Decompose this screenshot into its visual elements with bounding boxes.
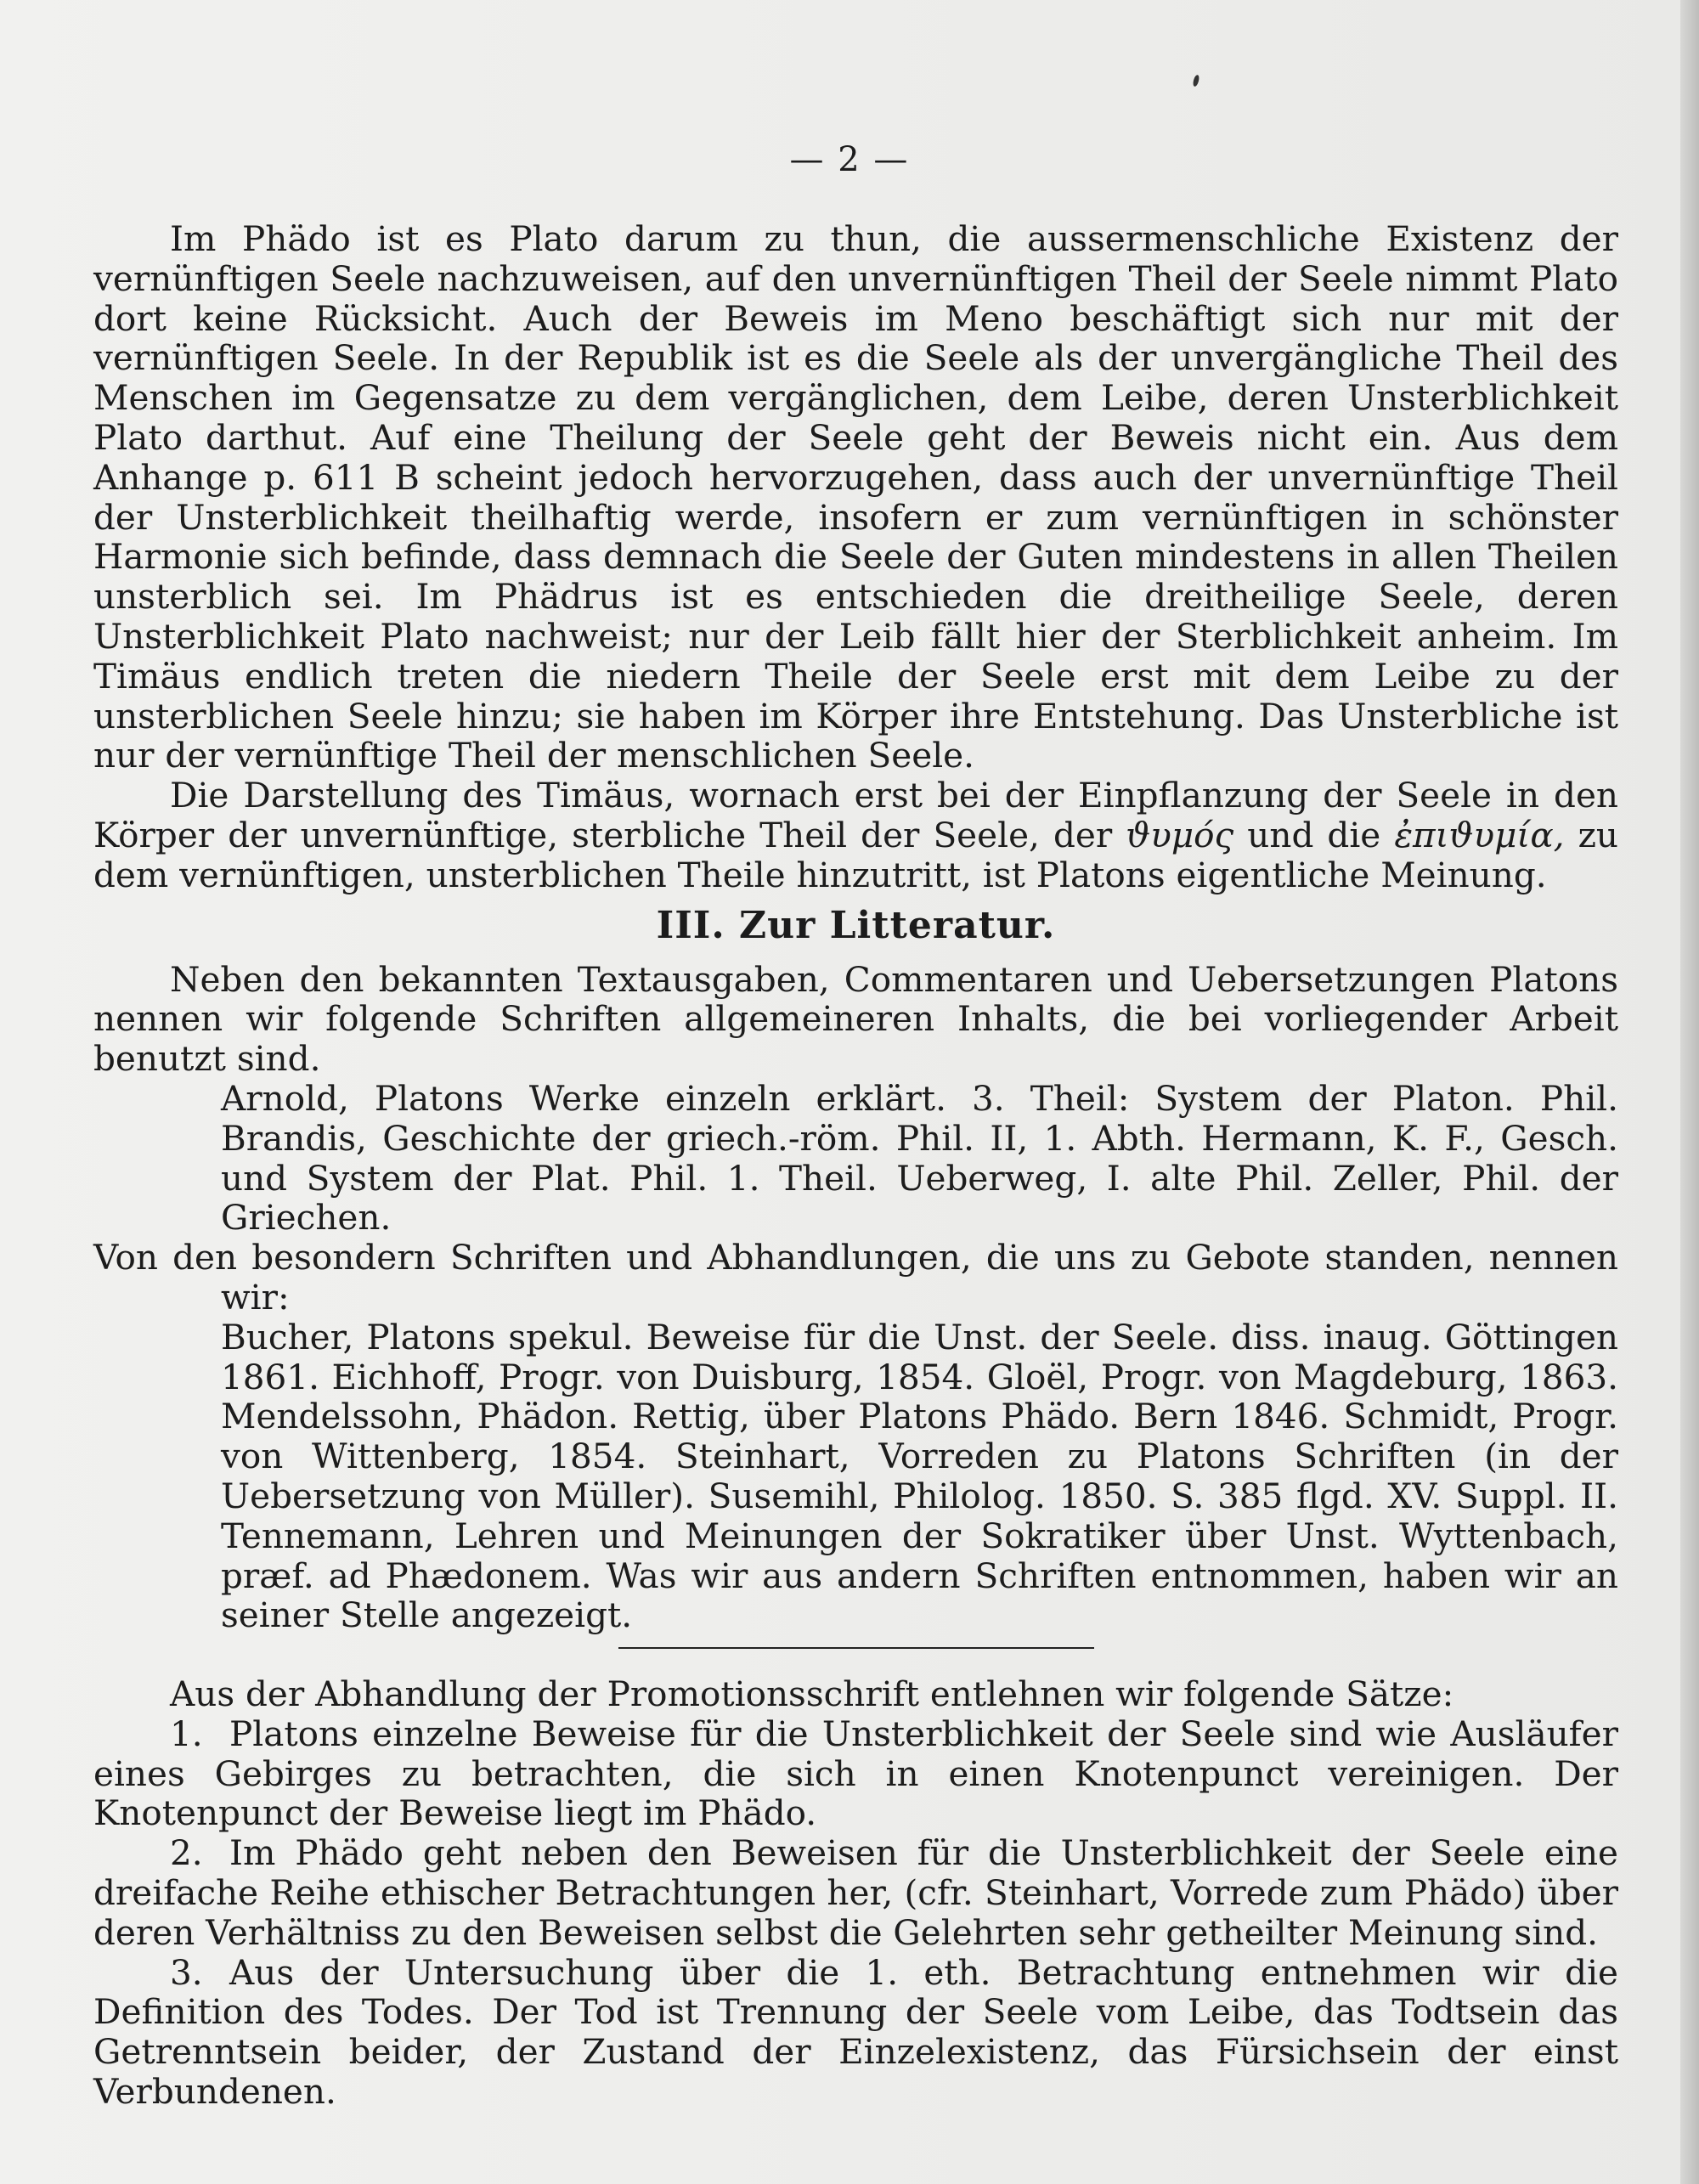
- thesis-text: Im Phädo geht neben den Beweisen für die Unsterblichkeit der Seele eine dreifache Reihe ethischer Betrachtungen her, (cfr. Steinhart, Vorrede zum Phädo) über deren Verhältniss zu den Beweisen selbst die Gelehrten sehr getheilter Meinung sind.: [93, 1832, 1618, 1953]
- section-heading: III. Zur Litteratur.: [656, 903, 1056, 947]
- greek-epithymia: ἐπιϑυμία,: [1394, 814, 1565, 855]
- greek-thymos: ϑυμός: [1126, 814, 1234, 855]
- page-body: [93, 219, 1618, 2112]
- paragraph-timaeus: [93, 776, 1618, 894]
- thesis-number: 1.: [170, 1713, 203, 1754]
- paragraph-timaeus-part-c: zu dem vernünftigen, unsterblichen Theile hinzutritt, ist Platons eigentliche Meinung.: [93, 814, 1619, 895]
- literature-special-works: Bucher, Platons spekul. Beweise für die Unst. der Seele. diss. inaug. Göttingen 1861. Eichhoff, Progr. von Duisburg, 1854. Gloël, Progr. von Magdeburg, 1863. Mendelssohn, Phädon. Rettig, über Platons Phädo. Bern 1846. Schmidt, Progr. von Wittenberg, 1854. Steinhart, Vorreden zu Platons Schriften (in der Uebersetzung von Müller). Susemihl, Philolog. 1850. S. 385 flgd. XV. Suppl. II. Tennemann, Lehren und Meinungen der Sokratiker über Unst. Wyttenbach, præf. ad Phædonem. Was wir aus andern Schriften entnommen, haben wir an seiner Stelle angezeigt.: [221, 1316, 1618, 1636]
- thesis-text: Platons einzelne Beweise für die Unsterblichkeit der Seele sind wie Ausläufer eines Gebirges zu betrachten, die sich in einen Knotenpunct vereinigen. Der Knotenpunct der Beweise liegt im Phädo.: [93, 1713, 1618, 1834]
- paragraph-timaeus-part-a: Die Darstellung des Timäus, wornach erst bei der Einpflanzung der Seele in den Körper der unvernünftige, sterbliche Theil der Seele, der: [93, 775, 1618, 855]
- thesis-number: 3.: [170, 1951, 203, 1993]
- thesis-item: [93, 1833, 1618, 1952]
- theses-intro: Aus der Abhandlung der Promotionsschrift entlehnen wir folgende Sätze:: [170, 1673, 1454, 1715]
- literature-intro: Neben den bekannten Textausgaben, Commentaren und Uebersetzungen Platons nennen wir folgende Schriften allgemeineren Inhalts, die bei vorliegender Arbeit benutzt sind.: [93, 958, 1618, 1080]
- thesis-item: [93, 1714, 1618, 1833]
- page-edge-shadow: [1680, 0, 1699, 2184]
- thesis-text: Aus der Untersuchung über die 1. eth. Betrachtung entnehmen wir die Definition des Todes. Der Tod ist Trennung der Seele vom Leibe, das Todtsein das Getrenntsein beider, der Zustand der Einzelexistenz, das Fürsichsein der einst Verbundenen.: [93, 1951, 1618, 2113]
- ink-speck: [1192, 74, 1199, 87]
- literature-general-works: Arnold, Platons Werke einzeln erklärt. 3. Theil: System der Platon. Phil. Brandis, Geschichte der griech.-röm. Phil. II, 1. Abth. Hermann, K. F., Gesch. und System der Plat. Phil. 1. Theil. Ueberweg, I. alte Phil. Zeller, Phil. der Griechen.: [221, 1077, 1618, 1239]
- thesis-item: [93, 1953, 1618, 2112]
- thesis-number: 2.: [170, 1832, 203, 1874]
- page-number: — 2 —: [789, 140, 910, 179]
- literature-special-intro: Von den besondern Schriften und Abhandlungen, die uns zu Gebote standen, nennen wir:: [93, 1237, 1618, 1318]
- section-divider: [618, 1647, 1094, 1649]
- paragraph-phaedo-souls: Im Phädo ist es Plato darum zu thun, die aussermenschliche Existenz der vernünftigen Seele nachzuweisen, auf den unvernünftigen Theil der Seele nimmt Plato dort keine Rücksicht. Auch der Beweis im Meno beschäftigt sich nur mit der vernünftigen Seele. In der Republik ist es die Seele als der unvergängliche Theil des Menschen im Gegensatze zu dem vergänglichen, dem Leibe, deren Unsterblichkeit Plato darthut. Auf eine Theilung der Seele geht der Beweis nicht ein. Aus dem Anhange p. 611 B scheint jedoch hervorzugehen, dass auch der unvernünftige Theil der Unsterblichkeit theilhaftig werde, insofern er zum vernünftigen in schönster Harmonie sich befinde, dass demnach die Seele der Guten mindestens in allen Theilen unsterblich sei. Im Phädrus ist es entschieden die dreitheilige Seele, deren Unsterblichkeit Plato nachweist; nur der Leib fällt hier der Sterblichkeit anheim. Im Timäus endlich treten die niedern Theile der Seele erst mit dem Leibe zu der unsterblichen Seele hinzu; sie haben im Körper ihre Entstehung. Das Unsterbliche ist nur der vernünftige Theil der menschlichen Seele.: [93, 218, 1618, 776]
- paragraph-timaeus-part-b: und die: [1247, 814, 1381, 855]
